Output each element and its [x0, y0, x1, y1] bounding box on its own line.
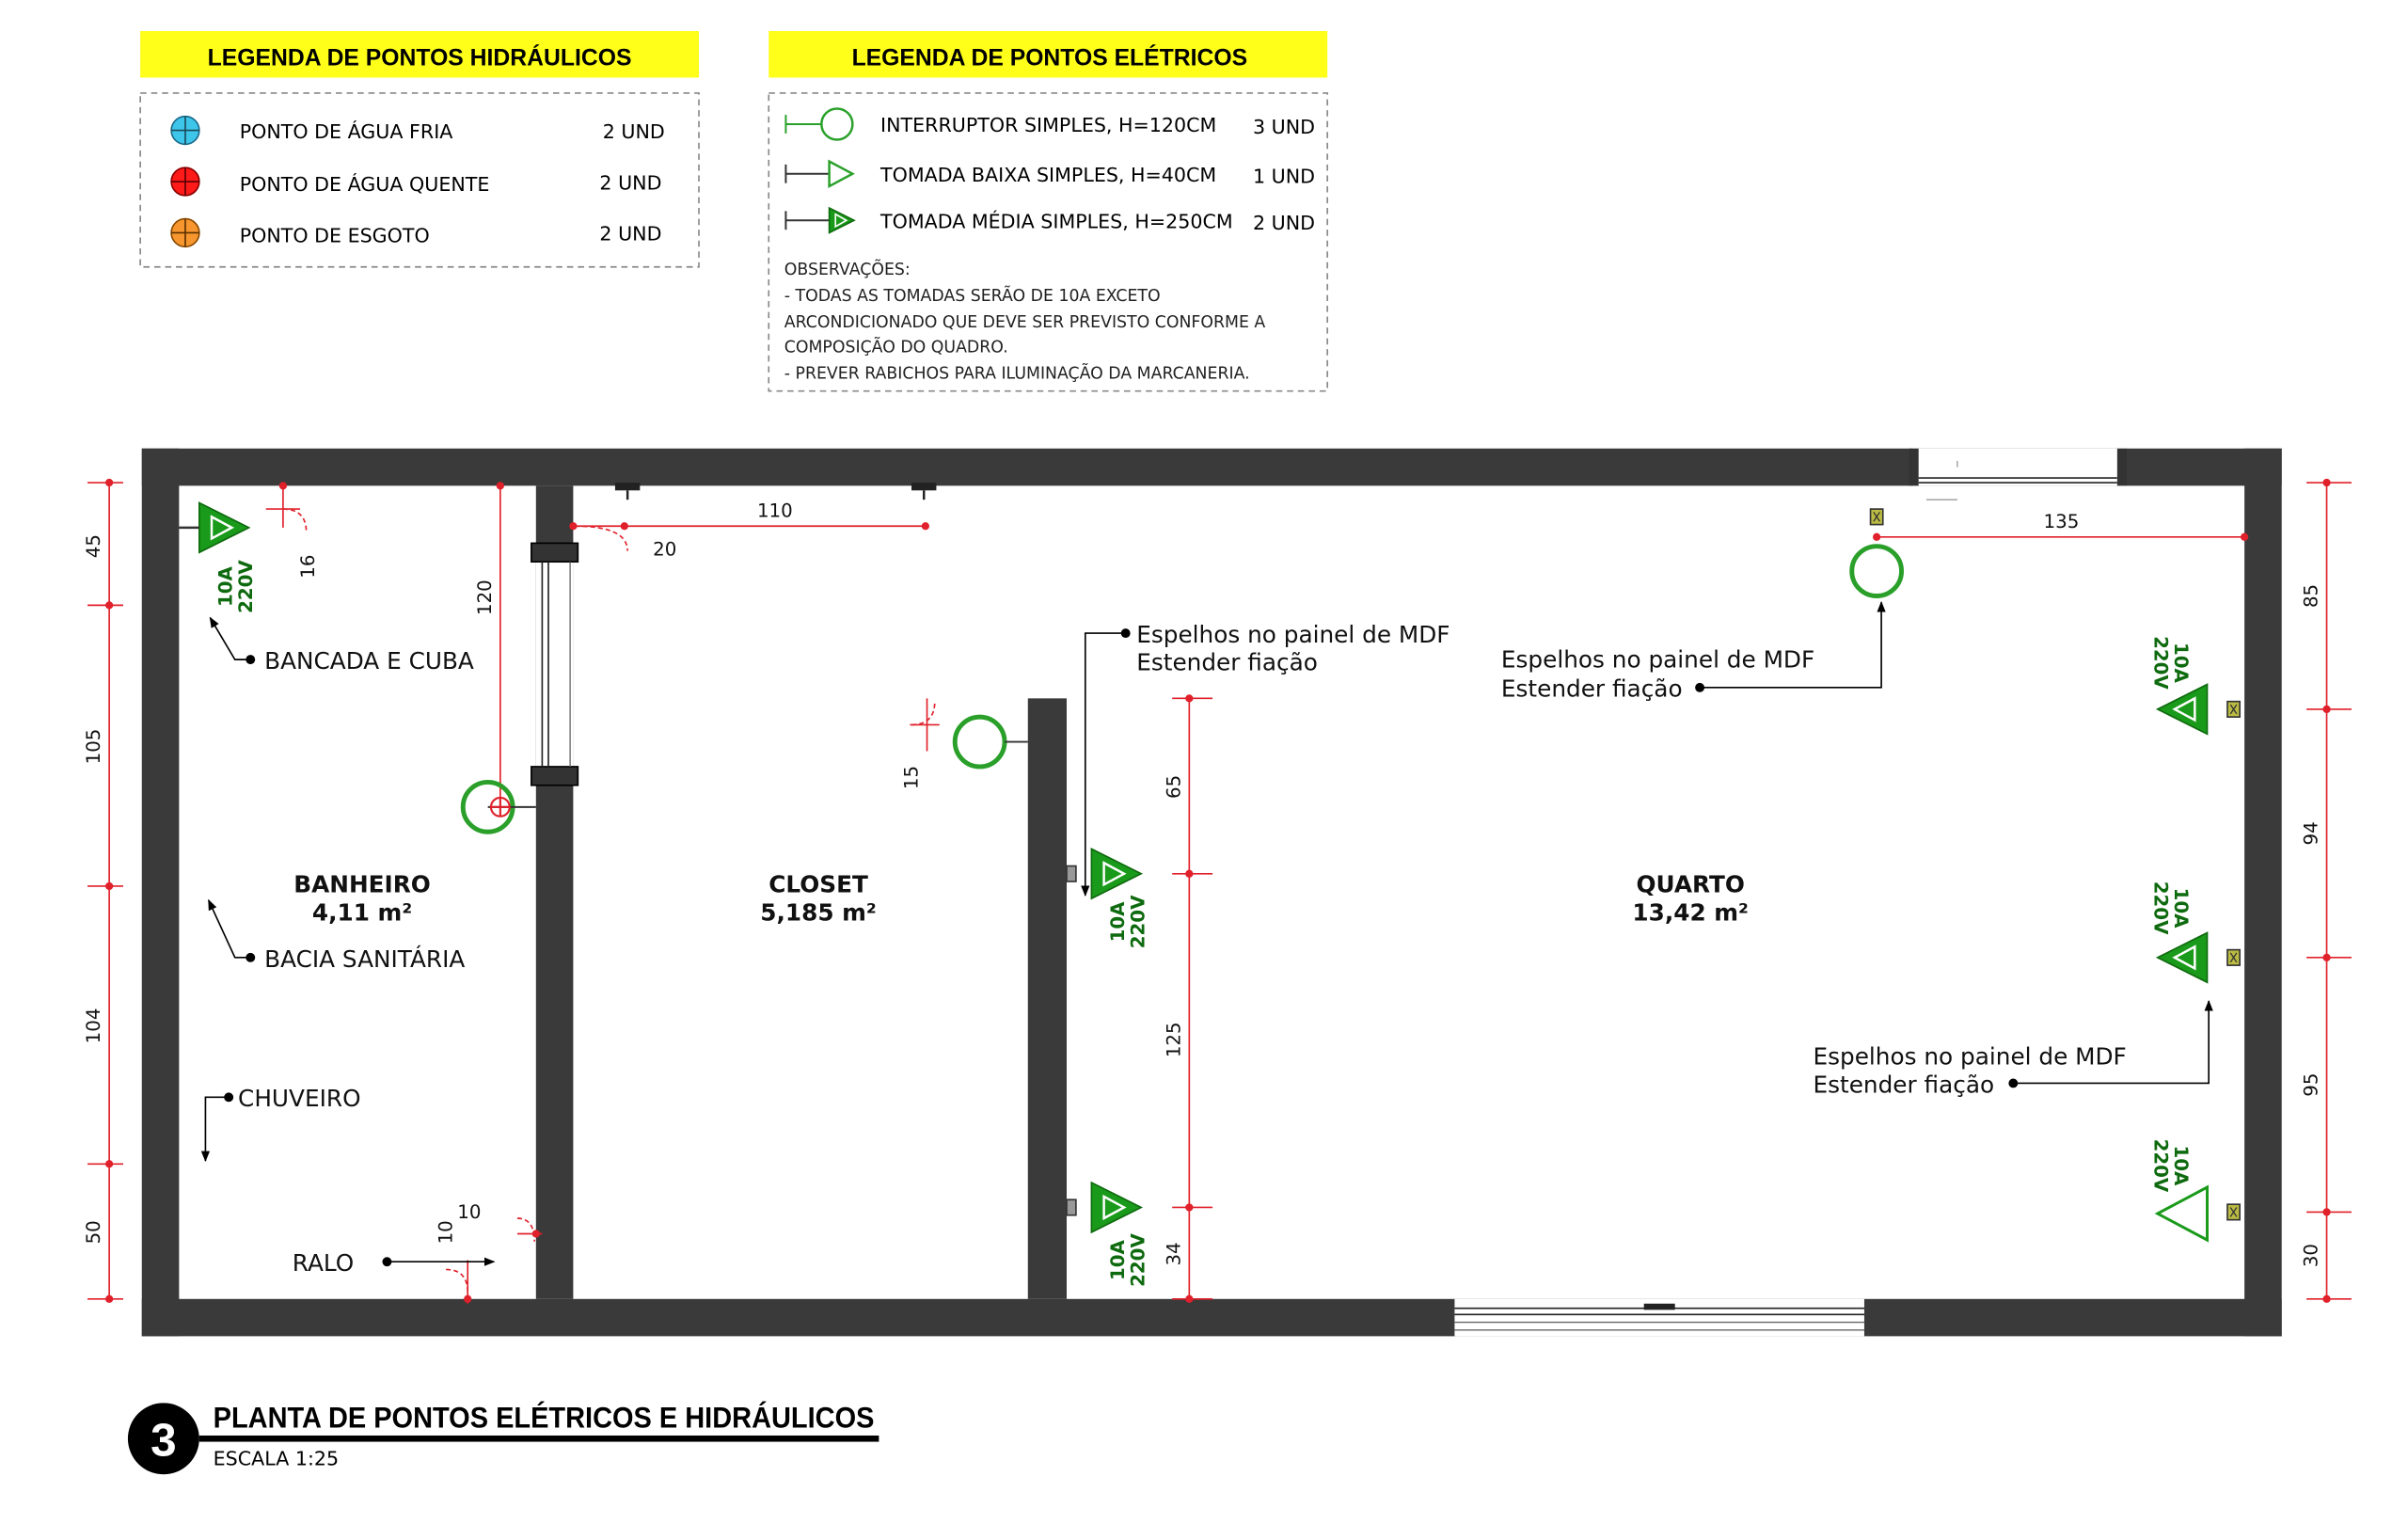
- note-line1: Espelhos no painel de MDF: [1500, 645, 1815, 674]
- dim-left-50: 50: [83, 1220, 105, 1245]
- outlet-amp: 10A: [1107, 1240, 1130, 1280]
- note-line2: Estender fiação: [1813, 1071, 1995, 1099]
- dimension-dots: [105, 479, 2331, 1303]
- legend-item-qty: 2 UND: [602, 119, 665, 143]
- dim-right-95: 95: [2300, 1072, 2322, 1097]
- electrical-legend-title: LEGENDA DE PONTOS ELÉTRICOS: [851, 45, 1248, 71]
- dim-right-30: 30: [2300, 1244, 2322, 1268]
- legend-item-qty: 1 UND: [1252, 165, 1316, 188]
- legend-note-line: - PREVER RABICHOS PARA ILUMINAÇÃO DA MARCANERIA.: [784, 364, 1250, 384]
- legend-note-line: OBSERVAÇÕES:: [784, 260, 911, 279]
- outlet-label: [2149, 881, 2191, 935]
- label-bancada: BANCADA E CUBA: [264, 647, 474, 675]
- legend-item-qty: 2 UND: [599, 171, 662, 195]
- outlet-wall-mid[interactable]: [1067, 849, 1141, 898]
- legend-item-label: PONTO DE ESGOTO: [239, 224, 430, 247]
- note-line2: Estender fiação: [1136, 648, 1318, 676]
- outlet-volt: 220V: [1127, 1233, 1149, 1287]
- outer-wall-right: [2244, 449, 2282, 1337]
- note-line1: Espelhos no painel de MDF: [1813, 1042, 2127, 1071]
- low-outlet-icon: [785, 162, 852, 186]
- cold-water-point-icon: [171, 117, 199, 145]
- outlet-amp: 10A: [1107, 901, 1130, 943]
- outlet-amp: 10A: [2169, 642, 2192, 683]
- outlet-bathroom[interactable]: [179, 503, 248, 553]
- outlet-volt: 220V: [2149, 636, 2172, 690]
- dim-right-85: 85: [2300, 583, 2322, 609]
- room-name-banheiro: BANHEIRO: [293, 870, 431, 898]
- hydraulic-legend-title: LEGENDA DE PONTOS HIDRÁULICOS: [207, 45, 632, 71]
- dim-110: 110: [756, 500, 793, 522]
- legend-item-label: INTERRUPTOR SIMPLES, H=120CM: [880, 114, 1217, 137]
- outlet-quarto-low[interactable]: [2158, 1187, 2240, 1240]
- legend-item-label: PONTO DE ÁGUA QUENTE: [239, 172, 490, 196]
- outer-wall-bottom: [142, 1299, 2282, 1337]
- outlet-label: [2149, 636, 2191, 690]
- title-block: [128, 1402, 879, 1474]
- outlet-amp: 10A: [2169, 1145, 2192, 1186]
- drawing-title: PLANTA DE PONTOS ELÉTRICOS E HIDRÁULICOS: [213, 1401, 875, 1435]
- outlet-label: [1107, 1233, 1149, 1287]
- outer-wall-left: [142, 449, 180, 1337]
- label-bacia: BACIA SANITÁRIA: [264, 945, 466, 973]
- outlet-volt: 220V: [234, 560, 257, 613]
- room-labels: [293, 871, 1749, 927]
- callout-texts: [238, 621, 2127, 1277]
- outlet-amp: 10A: [2169, 887, 2192, 929]
- legend-note-line: ARCONDICIONADO QUE DEVE SER PREVISTO CONFORME A: [784, 313, 1266, 333]
- room-name-closet: CLOSET: [768, 870, 868, 898]
- room-area-banheiro: 4,11 m²: [311, 898, 413, 927]
- outlet-volt: 220V: [2149, 1138, 2172, 1193]
- simple-switch-icon: [785, 108, 852, 139]
- dim-left-105: 105: [83, 728, 105, 765]
- hydraulic-legend: [140, 31, 699, 267]
- legend-item-label: TOMADA BAIXA SIMPLES, H=40CM: [880, 164, 1217, 187]
- wall-closet-quarto: [1028, 698, 1067, 1298]
- dim-15: 15: [900, 765, 923, 790]
- outlet-quarto-1[interactable]: [2158, 685, 2240, 735]
- medium-outlet-icon: [785, 208, 854, 232]
- callouts: [205, 602, 2209, 1262]
- hot-water-point-icon: [171, 167, 199, 196]
- label-chuveiro: CHUVEIRO: [238, 1085, 361, 1113]
- dim-120: 120: [473, 579, 496, 616]
- switch-closet[interactable]: [955, 717, 1028, 767]
- dim-right-94: 94: [2300, 821, 2322, 846]
- legend-item-label: TOMADA MÉDIA SIMPLES, H=250CM: [880, 210, 1233, 233]
- outlet-label: [214, 560, 256, 613]
- dim-20: 20: [653, 538, 677, 561]
- dim-16: 16: [296, 554, 319, 579]
- room-name-quarto: QUARTO: [1636, 870, 1745, 898]
- outlet-volt: 220V: [1127, 895, 1149, 949]
- legend-item-qty: 2 UND: [599, 222, 662, 246]
- dim-125: 125: [1163, 1022, 1185, 1058]
- legend-notes: [784, 259, 1266, 384]
- room-area-quarto: 13,42 m²: [1632, 898, 1749, 927]
- legend-note-line: COMPOSIÇÃO DO QUADRO.: [784, 338, 1008, 357]
- drawing-number: 3: [150, 1414, 177, 1467]
- legend-item-label: PONTO DE ÁGUA FRIA: [239, 119, 453, 143]
- room-area-closet: 5,185 m²: [760, 898, 877, 927]
- note-line1: Espelhos no painel de MDF: [1136, 620, 1450, 648]
- dim-135: 135: [2043, 510, 2080, 532]
- legend-note-line: - TODAS AS TOMADAS SERÃO DE 10A EXCETO: [784, 287, 1161, 307]
- sewage-point-icon: [171, 219, 199, 247]
- callout-dots: [224, 628, 2018, 1266]
- outlet-label: [1107, 895, 1149, 948]
- switch-quarto[interactable]: [1852, 509, 1902, 595]
- dim-left-45: 45: [83, 534, 105, 559]
- label-ralo: RALO: [292, 1249, 355, 1278]
- outlet-volt: 220V: [2149, 881, 2172, 935]
- dim-65: 65: [1163, 774, 1185, 799]
- note-line2: Estender fiação: [1500, 675, 1683, 703]
- electrical-legend: [768, 31, 1327, 391]
- dim-left-104: 104: [83, 1008, 105, 1044]
- dim-10a: 10: [457, 1201, 482, 1224]
- legend-item-qty: 3 UND: [1252, 115, 1316, 138]
- outlet-amp: 10A: [214, 566, 237, 608]
- dim-34: 34: [1163, 1242, 1185, 1266]
- outlet-quarto-2[interactable]: [2158, 932, 2240, 982]
- legend-item-qty: 2 UND: [1252, 212, 1316, 235]
- outlet-label: [2149, 1139, 2191, 1193]
- dim-10b: 10: [435, 1220, 457, 1245]
- outlet-wall-low[interactable]: [1067, 1183, 1141, 1232]
- window-top: [1912, 449, 2125, 486]
- drawing-scale: ESCALA 1:25: [213, 1447, 340, 1470]
